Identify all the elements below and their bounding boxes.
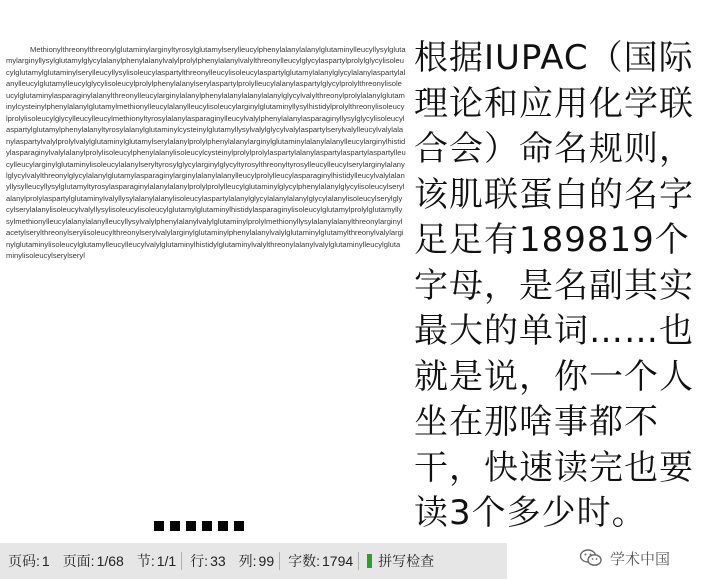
ellipsis-dot [234, 521, 244, 531]
status-pages-value: 1/68 [96, 553, 124, 569]
status-section-value: 1/1 [156, 553, 177, 569]
watermark [580, 543, 705, 573]
status-section[interactable] [129, 551, 181, 571]
wechat-icon [580, 549, 602, 567]
status-wordcount-value: 1794 [322, 553, 354, 569]
spellcheck-button[interactable] [359, 551, 439, 571]
spellcheck-label: 拼写检查 [378, 553, 435, 569]
status-page-code-label: 页码: [8, 553, 40, 569]
status-section-label: 节: [136, 553, 155, 569]
status-row[interactable] [182, 551, 230, 571]
ellipsis-dot [218, 521, 228, 531]
status-pages[interactable] [55, 551, 129, 571]
status-row-value: 33 [210, 553, 226, 569]
protein-name-text: Methionylthreonylthreonylglutaminylarginyltyrosylglutamylserylleucylphenylalanylalanylglutaminylleucyllysylglutamylarginyllysylglutamylglycylalanylphenylalanylvalylprolylphenylalanylvalylthreonylleucylglycylaspartylprolylglycylisoleucylglutamylglutaminylserylleucyllysylisoleucylaspartylthreonylleucylisoleucylaspartylglutamylalanylglycylalanylaspartylalanylleucylglutamylleucylglycylisoleucylprolylphenylalanylserylaspartylprolylleucylalanylaspartylglycylprolylthreonylisoleucylglutaminylasparaginylalanylthreonylleucylarginylalanylphenylalanylalanylalanylglycylvalylthreonylprolylalanylglutaminylcysteinylphenylalanylglutamylmethionylleucylalanylleucylisoleucylarginylglutaminyllysylhistidylprolylthreonylisoleucylprolylisoleucylglycylleucylleucylmethionyltyrosylalanylasparaginylleucylvalylphenylalanylasparaginyllysylglycylisoleucylaspartylglutamylphenylalanyltyrosylalanylglutaminylcysteinylglutamyllysylvalylglycylvalylaspartylserylvalylleucylvalylalanylaspartylvalylprolylvalylglutaminylglutamylserylalanylprolylphenylalanylarginylglutaminylalanylalanylleucylarginylhistidylasparaginylvalylalanylprolylisoleucylphenylalanylisoleucylcysteinylprolylprolylaspartylalanylaspartylaspartylaspartylleucylleucylarginylglutaminylisoleucylalanylseryltyrosylglycylarginylglycyltyrosylthreonyltyrosylleucylleucylserylarginylalanylglycylvalylthreonylglycylalanylglutamylasparaginylarginylalanylalanylleucylprolylleucylasparaginylhistidylleucylvalylalanyllysylleucyllysylglutamyltyrosylasparaginylalanylalanylprolylprolylleucylglutaminylglycylphenylalanylglycylisoleucylserylalanylprolylaspartylglutaminylvalyllysylalanylalanylisoleucylaspartylalanylglycylalanylalanylglycylalanylisoleucylserylglycylserylalanylisoleucylvalyllysylisoleucylisoleucylglutamylglutaminylhistidylasparaginylisoleucylglutamylprolylglutamyllysylmethionylleucylalanylalanylleucyllysylvalylphenylalanylvalylglutaminylprolylmethionyllysylalanylalanylthreonylarginylacetylserylthreonylserylisoleucylthreonylserylvalylarginylglutaminylphenylalanylvalylglutaminylglutamylthreonylvalylarginylglutaminylisoleucylglutamylleucylleucylvalylglutaminylhistidylglutaminylvalylthreonylalanylvalylglutaminylleucylglutaminylisoleucylserylseryl [6, 45, 406, 261]
spellcheck-indicator-icon [367, 554, 372, 568]
ellipsis-dot [186, 521, 196, 531]
ellipsis-dot [154, 521, 164, 531]
ellipsis-dot [170, 521, 180, 531]
ellipsis-mark [154, 518, 274, 534]
status-column-value: 99 [258, 553, 275, 569]
watermark-text: 学术中国 [610, 549, 671, 568]
caption-text: 根据IUPAC（国际理论和应用化学联合会）命名规则，该肌联蛋白的名字足足有189819个字母，是名副其实最大的单词……也就是说，你一个人坐在那啥事都不干，快速读完也要读3个多少时。 [414, 38, 694, 533]
status-page-code[interactable] [0, 551, 55, 571]
status-pages-label: 页面: [62, 553, 95, 569]
status-column[interactable] [231, 551, 279, 571]
status-bar [0, 543, 507, 579]
ellipsis-dot [202, 521, 212, 531]
status-row-label: 行: [190, 553, 209, 569]
document-body-text [6, 44, 406, 514]
status-page-code-value: 1 [41, 553, 50, 569]
status-wordcount-label: 字数: [288, 553, 321, 569]
status-column-label: 列: [238, 553, 257, 569]
status-wordcount[interactable] [280, 551, 358, 571]
